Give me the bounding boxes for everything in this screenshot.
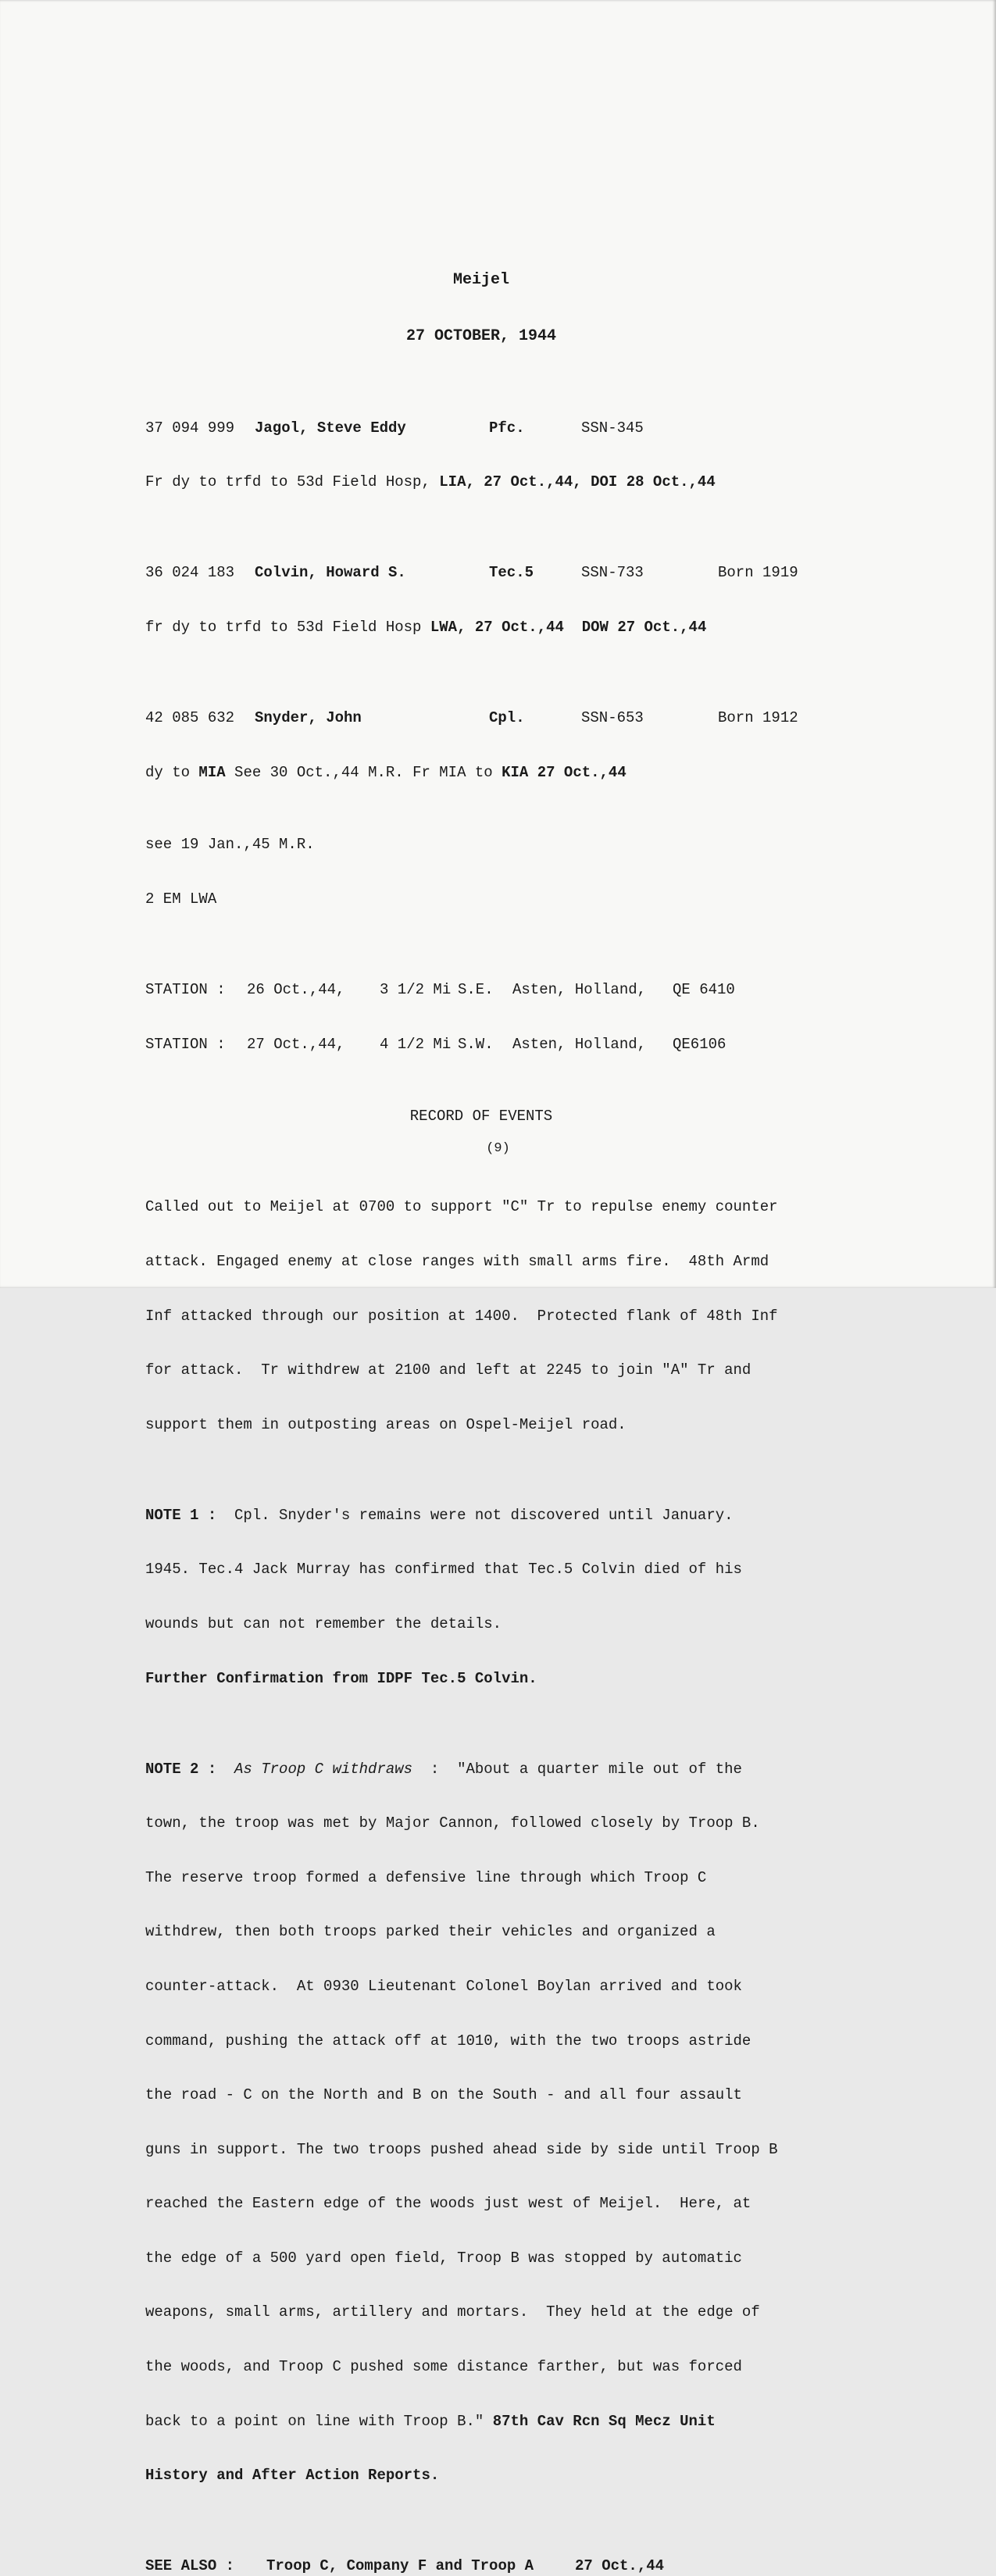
casualty-status: LWA, [430,619,466,637]
born: Born 1912 [718,709,798,727]
page-number: (9) [486,1141,510,1156]
rank: Cpl. [489,709,525,727]
detail-text: dy to [145,763,199,781]
casualty-status: LIA, [439,473,475,491]
station-row [145,981,848,999]
station-label: STATION : [145,1035,226,1053]
document-body [145,216,848,2576]
station-place: Asten, Holland, [512,1035,647,1053]
detail-text: Fr dy to trfd to 53d Field Hosp, [145,473,440,491]
station-date: 26 Oct.,44, [247,981,345,998]
see-also [145,2557,848,2575]
note-line: 1945. Tec.4 Jack Murray has confirmed that Tec.5 Colvin died of his [145,1561,742,1579]
note-line: the edge of a 500 yard open field, Troop B was stopped by automatic [145,2249,742,2267]
event-line: for attack. Tr withdrew at 2100 and left at 2245 to join "A" Tr and [145,1361,751,1379]
note-text: Cpl. Snyder's remains were not discovered until January. [216,1506,734,1524]
casualty-outcome: DOI 28 Oct.,44 [591,473,716,491]
rank: Tec.5 [489,564,534,582]
soldier-name: Colvin, Howard S. [255,564,406,582]
born: Born 1919 [718,564,798,582]
note-line: command, pushing the attack off at 1010, with the two troops astride [145,2032,751,2050]
serial-number: 36 024 183 [145,564,235,582]
station-row [145,1036,848,1054]
detail-text: fr dy to trfd to 53d Field Hosp [145,619,430,637]
record-detail [145,619,848,637]
station-grid: QE6106 [673,1035,726,1053]
station-date: 27 Oct.,44, [247,1035,345,1053]
source-citation: History and After Action Reports. [145,2467,440,2485]
casualty-date: 27 Oct.,44, [484,473,582,491]
serial-number: 42 085 632 [145,709,235,727]
note-1 [145,1507,848,1525]
source-citation: 87th Cav Rcn Sq Mecz Unit [492,2412,716,2430]
note-label: NOTE 2 : [145,1760,217,1778]
soldier-name: Jagol, Steve Eddy [255,419,406,437]
confirmation-line: Further Confirmation from IDPF Tec.5 Colvin. [145,1669,537,1687]
note-line: the road - C on the North and B on the South - and all four assault [145,2086,742,2104]
event-line: Called out to Meijel at 0700 to support "C" Tr to repulse enemy counter [145,1198,778,1216]
soldier-name: Snyder, John [255,709,362,727]
station-distance: 4 1/2 Mi [380,1035,452,1053]
record-row [145,564,848,582]
em-summary: 2 EM LWA [145,890,217,908]
detail-text: See 30 Oct.,44 M.R. Fr MIA to [225,763,502,781]
note-line: wounds but can not remember the details. [145,1614,502,1632]
station-place: Asten, Holland, [512,981,647,998]
station-grid: QE 6410 [673,981,735,998]
note-line: reached the Eastern edge of the woods just west of Meijel. Here, at [145,2195,751,2213]
event-line: attack. Engaged enemy at close ranges with small arms fire. 48th Armd [145,1252,769,1270]
station-direction: S.W. [458,1035,494,1053]
mia-status: MIA [198,763,226,781]
see-reference: see 19 Jan.,45 M.R. [145,836,315,854]
note-line: guns in support. The two troops pushed ahead side by side until Troop B [145,2140,778,2158]
see-also-label: SEE ALSO : [145,2557,235,2575]
ssn: SSN-733 [581,564,644,582]
note-italic: As Troop C withdraws [234,1760,413,1778]
casualty-outcome: DOW 27 Oct.,44 [581,619,707,637]
record-row [145,709,848,727]
note-line: withdrew, then both troops parked their vehicles and organized a [145,1923,716,1941]
note-line: counter-attack. At 0930 Lieutenant Colonel Boylan arrived and took [145,1977,742,1995]
date-heading: 27 OCTOBER, 1944 [405,327,557,346]
note-line: town, the troop was met by Major Cannon, followed closely by Troop B. [145,1814,760,1832]
record-of-events-heading: RECORD OF EVENTS [409,1108,553,1126]
station-label: STATION : [145,981,226,998]
note-text: back to a point on line with Troop B." [145,2412,493,2430]
kia-status: KIA 27 Oct.,44 [502,763,627,781]
event-line: support them in outposting areas on Ospel-Meijel road. [145,1415,627,1433]
see-also-date: 27 Oct.,44 [575,2557,665,2575]
note-line: The reserve troop formed a defensive line through which Troop C [145,1868,707,1886]
record-detail [145,473,848,491]
note-text: : "About a quarter mile out of the [412,1760,742,1778]
record-row [145,419,848,437]
station-direction: S.E. [458,981,494,998]
ssn: SSN-653 [581,709,644,727]
event-line: Inf attacked through our position at 1400. Protected flank of 48th Inf [145,1307,778,1325]
note-line: the woods, and Troop C pushed some distance farther, but was forced [145,2358,742,2376]
place-heading: Meijel [452,270,509,289]
note-line: weapons, small arms, artillery and mortars. They held at the edge of [145,2303,760,2321]
note-line [145,2413,848,2431]
serial-number: 37 094 999 [145,419,235,437]
note-label: NOTE 1 : [145,1506,217,1524]
record-detail [145,764,848,782]
station-distance: 3 1/2 Mi [380,981,452,998]
ssn: SSN-345 [581,419,644,437]
see-also-refs: Troop C, Company F and Troop A [266,2557,534,2575]
casualty-date: 27 Oct.,44 [474,619,564,637]
note-2 [145,1761,848,1779]
rank: Pfc. [489,419,525,437]
